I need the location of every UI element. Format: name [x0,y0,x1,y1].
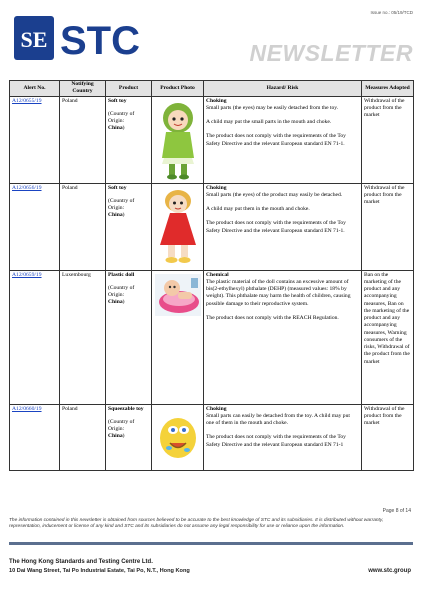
product-photo-squeezable-toy [155,408,201,466]
hazard-text: The plastic material of the doll contains an excessive amount of bis(2-ethylhexyl) phthalate (DEHP) (measured values: 18% by weight). This phthalate may harm the health of children, causing possible damage to their reproductive system. [206,278,351,307]
origin-label: (Country of Origin: [108,197,135,212]
product-name: Squeezable toy [108,405,144,412]
company-address: 10 Dai Wang Street, Tai Po Industrial Estate, Tai Po, N.T., Hong Kong [9,568,190,574]
newsletter-title: NEWSLETTER [249,40,413,66]
origin-close: ) [122,299,125,306]
header-alert-no: Alert No. [10,81,60,97]
measures-cell: Withdrawal of the product from the market [362,183,414,270]
header-notifying-country: Notifying Country [60,81,106,97]
product-photo-plastic-doll [155,274,201,316]
product-name: Plastic doll [108,271,135,278]
origin-close: ) [122,433,125,440]
hazard-cell [204,404,362,470]
hazard-title: Choking [206,184,227,191]
origin-label: (Country of Origin: [108,418,135,433]
photo-cell [152,183,204,270]
origin-label: (Country of Origin: [108,284,135,299]
hazard-text: The product does not comply with the requirements of the Toy Safety Directive and the relevant European standard EN 71-1. [206,133,346,147]
measures-cell: Withdrawal of the product from the market [362,404,414,470]
hazard-text: A child may put the small parts in the mouth and choke. [206,119,332,126]
hazard-text: Small parts (the eyes) may be easily detached from the toy. [206,104,339,111]
hazard-title: Chemical [206,271,229,278]
origin-close: ) [122,125,125,132]
table-row [10,270,414,404]
country-cell: Poland [60,96,106,183]
hazard-cell [204,183,362,270]
page-number: Page 8 of 14 [382,508,411,514]
table-header-row [10,81,414,97]
table-row [10,404,414,470]
alert-link[interactable]: A12/0659/19 [12,271,42,278]
alert-link[interactable]: A12/0655/19 [12,97,42,104]
hazard-text: The product does not comply with the requirements of the Toy Safety Directive and the relevant European standard EN 71-1 [206,434,346,448]
stc-logo-text: STC [60,19,140,62]
table-row [10,183,414,270]
product-cell [106,96,152,183]
hazard-cell [204,270,362,404]
product-photo-green-doll [156,100,200,180]
header-measures-adopted: Measures Adopted [362,81,414,97]
alerts-table [9,80,414,471]
product-cell [106,404,152,470]
hazard-text: Small parts (the eyes) of the product may easily be detached. [206,191,343,198]
disclaimer-text: The information contained in this newsletter is obtained from sources believed to be accurate to the best knowledge of STC and its subsidiaries. It is distributed without warranty, representation, inducement or license of any kind and STC and its subsidiaries do not assume any legal responsibility for use or reliance upon the information. [9,518,384,530]
photo-cell [152,404,204,470]
photo-cell [152,270,204,404]
table-row [10,96,414,183]
product-photo-red-doll [156,187,200,267]
hazard-text: The product does not comply with the requirements of the Toy Safety Directive and the relevant European standard EN 71-1. [206,220,346,234]
header-product-photo: Product Photo [152,81,204,97]
hazard-cell [204,96,362,183]
origin-country: China [108,433,123,440]
footer-divider [9,542,413,545]
country-cell: Poland [60,183,106,270]
product-name: Soft toy [108,97,127,104]
product-cell [106,270,152,404]
origin-country: China [108,125,123,132]
product-cell [106,183,152,270]
measures-cell: Ban on the marketing of the product and any accompanying measures, Ban on the marketing of the product and any accompanying measures, Warning consumers of the risks, Withdrawal of the product from the market [362,270,414,404]
hazard-text: The product does not comply with the REACH Regulation. [206,314,339,321]
website-link[interactable]: www.stc.group [368,568,411,574]
company-name: The Hong Kong Standards and Testing Centre Ltd. [9,559,153,565]
origin-close: ) [122,212,125,219]
origin-country: China [108,299,123,306]
alert-link[interactable]: A12/0656/19 [12,184,42,191]
header-product: Product [106,81,152,97]
photo-cell [152,96,204,183]
country-cell: Luxembourg [60,270,106,404]
hazard-text: Small parts can easily be detached from the toy. A child may put one of them in the mouth and choke. [206,412,350,427]
hazard-title: Choking [206,405,227,412]
hazard-title: Choking [206,97,227,104]
issue-number: Issue no.: 05/19/TCD [370,10,413,15]
hazard-text: A child may put them in the mouth and choke. [206,206,310,213]
alert-link[interactable]: A12/0660/19 [12,405,42,412]
measures-cell: Withdrawal of the product from the market [362,96,414,183]
header-hazard-risk: Hazard/ Risk [204,81,362,97]
country-cell: Poland [60,404,106,470]
origin-country: China [108,212,123,219]
stc-logo-mark: SE [20,27,48,52]
stc-logo [14,16,164,62]
origin-label: (Country of Origin: [108,110,135,125]
product-name: Soft toy [108,184,127,191]
